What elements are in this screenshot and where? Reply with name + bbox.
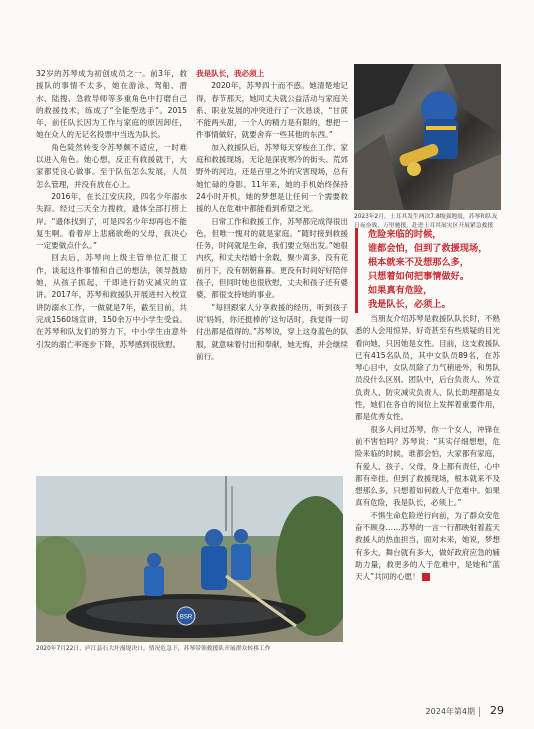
divider [479,707,480,717]
quote-line: 谁都会怕，但到了救援现场， [368,243,488,255]
paragraph: 回去后，苏琴向上级主管单位汇报工作，谈起这件事情和自己的想法，领导鼓励她，从孩子抓起，干即进行防灾减灾的宣讲。2017年，苏琴和救援队开展进村入校宣讲防溺水工作，一做就是7年，截至目前，共完成1560场宣讲，150余万中小学生受益。在苏琴和队友们的努力下，中小学生由意外引发的溺亡率逐步下降，苏琴感到很欣慰。 [36,253,187,349]
paragraph [355,510,500,584]
quote-line: 危险来临的时候， [368,229,442,240]
quote-line: 如果真有危险， [368,285,433,297]
paragraph: 32岁的苏琴成为初创成员之一。前3年，救援队的事情不太多，她在游泳、驾船、潜水、陆搜、急救导师等多重角色中打磨自己的救援技术，练成了“全能型选手”。2015年，前任队长因为工作与家庭的原因卸任，她在众人的无记名投票中当选为队长。 [36,69,187,140]
quote-line: 根本就来不及想那么多， [368,257,470,269]
issue-label: 2024年第4期 [425,707,475,716]
paragraph: 日常工作和救援工作，苏琴都完成得很出色，但唯一愧对的就是家庭。“随时接到救援任务，时间就是生命，我们要立刻出发。”她很内疚，和丈夫结婚十余载，聚少离多，没有花前月下，没有朝朝暮暮。更没有时间好好陪伴孩子，但同时她也很欣慰，丈夫和孩子还有婆婆，都很支持她的事业。 [196,216,349,300]
paragraph: 当朋友介绍苏琴是救援队队长时，不熟悉的人会用惊异、好奇甚至有些质疑的目光看向她，只因她是女性。目前，这支救援队已有415名队员，其中女队员89名，在苏琴心目中，女队员除了力气稍逊外，和男队员没什么区别。团队中，后台负责人、外宣负责人、防灾减灾负责人、队长助理都是女性，她们在各自的岗位上发挥着重要作用，都是优秀女性。 [355,314,500,422]
paragraph: 角色陡然转变令苏琴颇不适应，一时难以进入角色。她心想，反正有救援就干，大家都凭良心做事。至于队伍怎么发展，人员怎么管理，并没有放在心上。 [36,142,187,189]
rubble-scene-illustration [354,64,501,210]
paragraph-text: 不惧生命危险逆行向前，为了群众安危奋不顾身……苏琴的一言一行都映射着蓝天救援人的热血担当，面对未来，她说，梦想有多大，舞台就有多大，做好政府应急的辅助力量，救更多的人于危难中，是她和“蓝天人”共同的心愿！ [355,510,500,582]
paragraph: 2020年，苏琴四十而不惑。她清楚地记得，春节那天，她同丈夫就公益活动与家庭关系、职业发展的冲突进行了一次恳谈，“甘蔗不能两头甜，一个人的精力是有限的，想把一件事情做好，就要舍弃一些其他的东西。” [196,81,348,140]
quote-line: 我是队长，必须上。 [368,299,451,311]
article-column-3 [355,313,500,584]
rescue-photo-rubble [354,64,501,210]
paragraph: 加入救援队后，苏琴每天穿梭在工作、家庭和救援现场。无论是深夜寒冷的街头、荒郊野外的河边，还是百里之外的灾害现场，总有她忙碌的身影。11年来，她的手机始终保持24小时开机，她的梦想是让任何一个需要救援的人在危难中都能看到希望之光。 [196,142,348,214]
quote-line: 只想着如何把事情做好。 [368,271,470,283]
page-footer [426,704,504,717]
article-column-2 [196,68,348,363]
paragraph: 很多人问过苏琴，你一个女人，冲锋在前不害怕吗？苏琴说：“其实仔细想想，危险来临的时候，谁都会怕，大家都有家庭，有爱人、孩子、父母，身上都有责任，心中都有牵挂。但到了救援现场，根本就来不及想那么多，只想着如何救人于危难中。如果真有危险，我是队长，必须上。” [355,424,500,508]
boat-logo-text: BSR [179,614,193,621]
photo-caption: 2023年2月，土耳其发生两次7.8级强地震，苏琴和队友日夜奋战，万里驰援，赴进土耳其展灾区开展紧急救援 [354,214,498,229]
rescue-photo-flood-boat [36,476,343,642]
end-mark-icon [422,573,430,581]
article-column-1 [36,68,187,351]
paragraph: “每回跟家人分享救援的经历，听到孩子说‘妈妈，你还挺棒的’这句话时，我觉得一切付出都是值得的。”苏琴说，穿上这身蓝色的队服，就意味着付出和奉献，她无悔，并会继续前行。 [196,302,349,361]
pull-quote [355,228,513,313]
section-heading: 我是队长，我必须上 [196,69,265,78]
photo-caption: 2020年7月22日，庐江县石大圩漫堤决口，情况危急下，苏琴带领救援队开展群众转移工作 [36,646,271,652]
paragraph: 2016年，在长江安庆段，四名少年溺水失踪。经过三天全力搜救，遗体全部打捞上岸。“遗体找到了，可是四名少年却再也不能复生啊。看着岸上悲痛欲绝的父母，我决心一定要做点什么。” [36,191,187,251]
flood-rescue-scene-illustration [36,476,343,642]
page-number: 29 [490,704,504,717]
